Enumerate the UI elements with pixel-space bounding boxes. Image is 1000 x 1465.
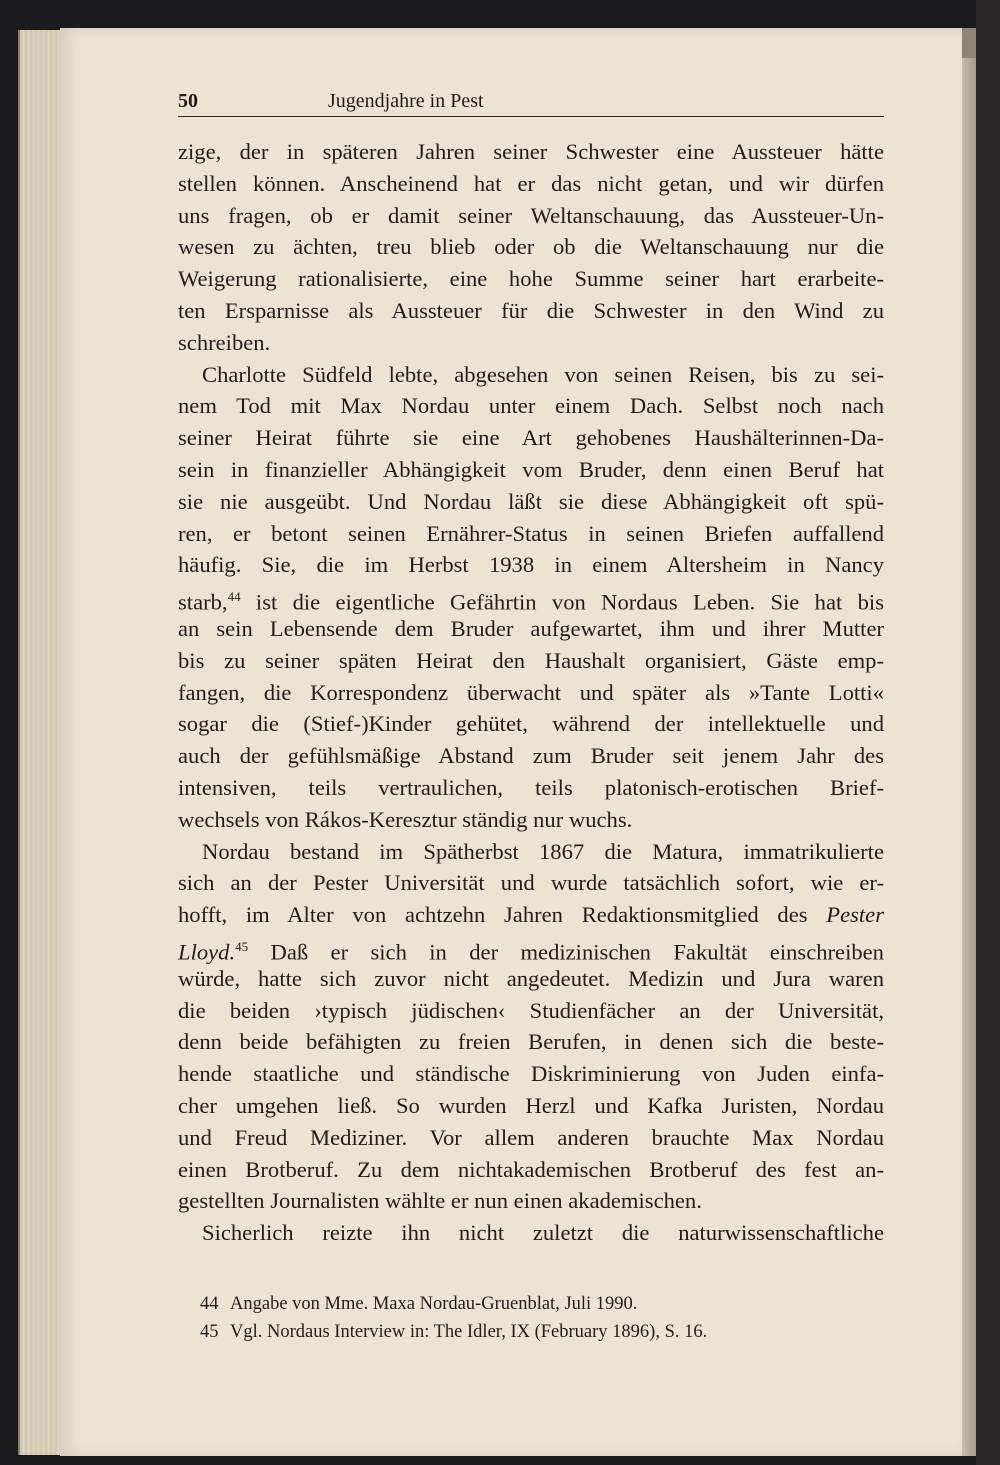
footnote-ref-44[interactable]: 44	[227, 589, 241, 605]
text-line: fangen, die Korrespondenz überwacht und später als »Tante Lotti«	[178, 679, 884, 705]
facing-page-edge	[962, 28, 976, 1456]
footnote-number: 45	[200, 1322, 219, 1342]
text-line-with-italic	[178, 899, 884, 931]
text-line-rest: Daß er sich in der medizinischen Fakultät einschreiben	[270, 939, 884, 965]
text-line: würde, hatte sich zuvor nicht angedeutet. Medizin und Jura waren	[178, 965, 884, 991]
scan-corner-mark	[962, 28, 976, 58]
text-line: sich an der Pester Universität und wurde tatsächlich sofort, wie er-	[178, 870, 884, 896]
text-line: gestellten Journalisten wählte er nun einen akademischen.	[178, 1188, 702, 1214]
text-line: stellen können. Anscheinend hat er das nicht getan, und wir dürfen	[178, 170, 884, 196]
italic-pester: Pester	[826, 902, 884, 928]
text-line: Sicherlich reizte ihn nicht zuletzt die naturwissenschaftliche	[202, 1220, 884, 1246]
text-line: seiner Heirat führte sie eine Art gehobenes Haushälterinnen-Da-	[178, 425, 884, 451]
text-line: ren, er betont seinen Ernährer-Status in seinen Briefen auffallend	[178, 520, 884, 546]
text-line: wechsels von Rákos-Keresztur ständig nur wuchs.	[178, 806, 633, 832]
text-line: bis zu seiner späten Heirat den Haushalt organisiert, Gäste emp-	[178, 647, 884, 673]
footnote-text: Vgl. Nordaus Interview in: The Idler, IX (February 1896), S. 16.	[230, 1322, 708, 1342]
text-line: nem Tod mit Max Nordau unter einem Dach. Selbst noch nach	[178, 393, 884, 419]
text-line: und Freud Mediziner. Vor allem anderen brauchte Max Nordau	[178, 1124, 884, 1150]
running-head: Jugendjahre in Pest	[328, 90, 484, 112]
footnote-number: 44	[200, 1294, 219, 1314]
text-line-rest: ist die eigentliche Gefährtin von Nordaus Leben. Sie hat bis	[255, 589, 884, 615]
text-line: cher umgehen ließ. So wurden Herzl und Kafka Juristen, Nordau	[178, 1092, 884, 1118]
footnote-45	[200, 1318, 884, 1346]
text-line-with-footnote	[178, 581, 884, 613]
text-line: Charlotte Südfeld lebte, abgesehen von seinen Reisen, bis zu sei-	[202, 361, 884, 387]
text-line: an sein Lebensende dem Bruder aufgewartet, ihm und ihrer Mutter	[178, 615, 884, 641]
text-line: schreiben.	[178, 329, 271, 355]
footnote-44	[200, 1290, 884, 1318]
text-line-with-footnote	[178, 931, 884, 963]
text-line: sie nie ausgeübt. Und Nordau läßt sie diese Abhängigkeit oft spü-	[178, 488, 884, 514]
body-text	[178, 136, 884, 1249]
text-line: Weigerung rationalisierte, eine hohe Summe seiner hart erarbeite-	[178, 266, 884, 292]
text-line: hende staatliche und ständische Diskriminierung von Juden einfa-	[178, 1061, 884, 1087]
text-line: ten Ersparnisse als Aussteuer für die Schwester in den Wind zu	[178, 297, 884, 323]
text-line: auch der gefühlsmäßige Abstand zum Bruder seit jenem Jahr des	[178, 743, 884, 769]
text-line: uns fragen, ob er damit seiner Weltanschauung, das Aussteuer-Un-	[178, 202, 884, 228]
text-line: intensiven, teils vertraulichen, teils platonisch-erotischen Brief-	[178, 774, 884, 800]
text-line: häufig. Sie, die im Herbst 1938 in einem Altersheim in Nancy	[178, 552, 884, 578]
text-line: zige, der in späteren Jahren seiner Schwester eine Aussteuer hätte	[178, 139, 884, 164]
text-line: sogar die (Stief-)Kinder gehütet, während der intellektuelle und	[178, 711, 884, 737]
text-line: sein in finanzieller Abhängigkeit vom Bruder, denn einen Beruf hat	[178, 456, 884, 482]
text-line: Nordau bestand im Spätherbst 1867 die Matura, immatrikulierte	[202, 838, 884, 864]
footnote-text: Angabe von Mme. Maxa Nordau-Gruenblat, Juli 1990.	[230, 1294, 638, 1314]
page-header	[178, 86, 884, 117]
word-starb: starb,	[178, 589, 228, 615]
page-number: 50	[178, 90, 198, 112]
text-line: die beiden ›typisch jüdischen‹ Studienfächer an der Universität,	[178, 997, 884, 1023]
text-line: wesen zu ächten, treu blieb oder ob die Weltanschauung nur die	[178, 234, 884, 260]
text-line: einen Brotberuf. Zu dem nichtakademischen Brotberuf des fest an-	[178, 1156, 884, 1182]
text-line: denn beide befähigten zu freien Berufen, in denen sich die beste-	[178, 1029, 884, 1055]
footnotes	[200, 1290, 884, 1346]
footnote-ref-45[interactable]: 45	[235, 938, 249, 954]
italic-lloyd: Lloyd.	[178, 939, 236, 965]
scanner-border	[976, 0, 1000, 1465]
text-line-start: hofft, im Alter von achtzehn Jahren Redaktionsmitglied des	[178, 902, 808, 928]
